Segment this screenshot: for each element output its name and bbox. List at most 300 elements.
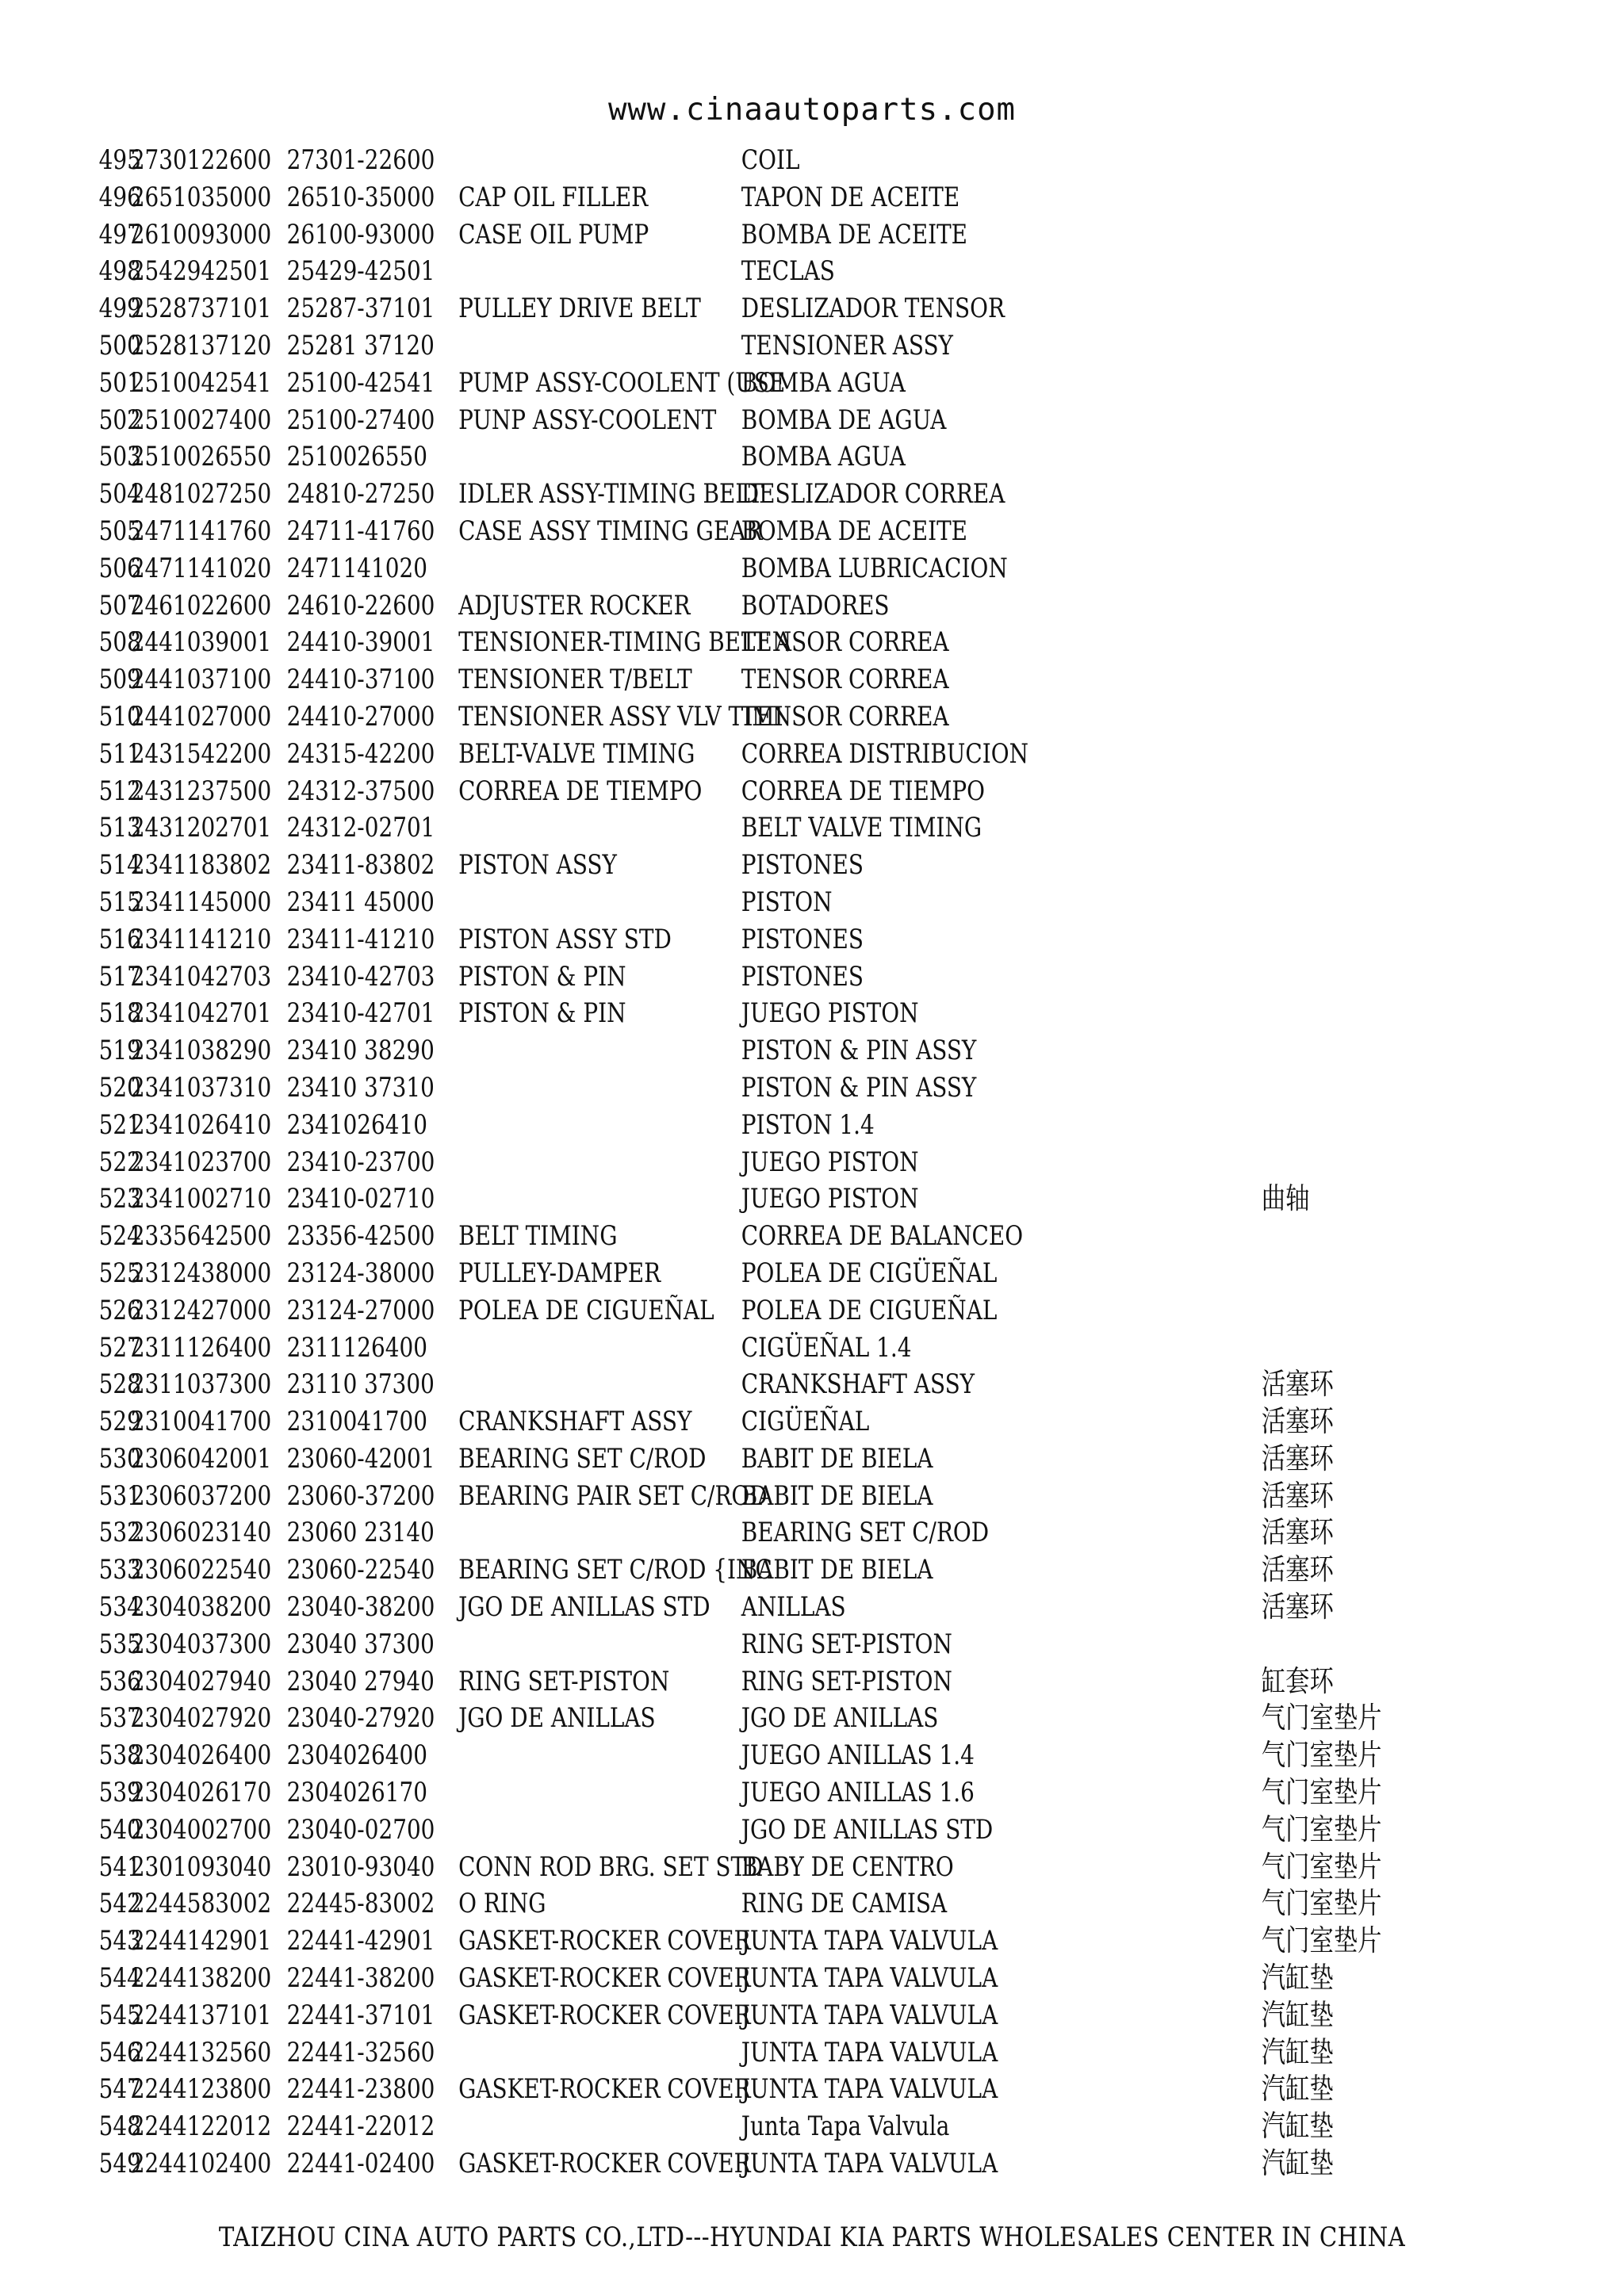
english-description: PULLEY DRIVE BELT (458, 293, 701, 325)
table-row (0, 661, 1331, 698)
spanish-description: BELT VALVE TIMING (741, 812, 982, 844)
english-description: GASKET-ROCKER COVER (458, 1962, 751, 1995)
oem-number: 2304026400 (286, 1739, 428, 1772)
oem-number: 24410-37100 (286, 664, 435, 696)
item-number: 500 (98, 329, 141, 362)
spanish-description: BOMBA AGUA (741, 441, 906, 473)
table-row (0, 1626, 1331, 1663)
part-code: 2341145000 (130, 886, 272, 918)
chinese-description: 汽缸垫 (1261, 2146, 1334, 2181)
oem-number: 23410-02710 (286, 1183, 435, 1215)
english-description: TENSIONER ASSY VLV TIMI (458, 700, 783, 733)
spanish-description: CORREA DE BALANCEO (741, 1220, 1024, 1253)
chinese-description: 汽缸垫 (1261, 2072, 1334, 2107)
chinese-description: 活塞环 (1261, 1404, 1334, 1439)
part-code: 2510027400 (130, 404, 272, 436)
table-row (0, 290, 1331, 327)
spanish-description: CORREA DE TIEMPO (741, 775, 986, 807)
spanish-description: CIGÜEÑAL (741, 1406, 870, 1438)
table-row (0, 884, 1331, 921)
item-number: 495 (98, 144, 141, 176)
table-row (0, 550, 1331, 587)
spanish-description: BEARING SET C/ROD (741, 1517, 990, 1549)
part-code: 2244123800 (130, 2073, 272, 2106)
part-code: 2306042001 (130, 1442, 272, 1475)
spanish-description: COIL (741, 144, 800, 176)
table-row (0, 1997, 1334, 2034)
item-number: 513 (98, 812, 141, 844)
oem-number: 24312-02701 (286, 812, 435, 844)
item-number: 512 (98, 775, 141, 807)
item-number: 543 (98, 1925, 141, 1957)
table-row (0, 179, 1331, 216)
spanish-description: BOMBA DE AGUA (741, 404, 947, 436)
oem-number: 23040-38200 (286, 1591, 435, 1624)
oem-number: 25281 37120 (286, 329, 435, 362)
spanish-description: PISTONES (741, 923, 864, 955)
chinese-description: 气门室垫片 (1261, 1886, 1382, 1921)
item-number: 508 (98, 626, 141, 659)
item-number: 541 (98, 1850, 141, 1883)
oem-number: 23124-27000 (286, 1294, 435, 1326)
table-row (0, 1885, 1382, 1923)
part-code: 2244137101 (130, 1999, 272, 2031)
parts-list (0, 142, 1624, 2183)
english-description: CONN ROD BRG. SET STD (458, 1850, 764, 1883)
english-description: TENSIONER-TIMING BELT A (458, 626, 791, 659)
part-code: 2341002710 (130, 1183, 272, 1215)
spanish-description: BABIT DE BIELA (741, 1442, 933, 1475)
chinese-description: 气门室垫片 (1261, 1701, 1382, 1735)
english-description: ADJUSTER ROCKER (458, 589, 691, 622)
part-code: 2304002700 (130, 1813, 272, 1846)
part-code: 2471141760 (130, 515, 272, 547)
table-row (0, 847, 1331, 884)
oem-number: 23060 23140 (286, 1517, 435, 1549)
part-code: 2510026550 (130, 441, 272, 473)
oem-number: 23411-41210 (286, 923, 435, 955)
english-description: PULLEY-DAMPER (458, 1257, 661, 1289)
part-code: 2304037300 (130, 1628, 272, 1660)
part-code: 2441037100 (130, 664, 272, 696)
oem-number: 23060-22540 (286, 1554, 435, 1586)
part-code: 2244583002 (130, 1888, 272, 1920)
item-number: 534 (98, 1591, 141, 1624)
part-code: 2312427000 (130, 1294, 272, 1326)
chinese-description: 缸套环 (1261, 1663, 1334, 1698)
table-row (0, 327, 1331, 365)
item-number: 532 (98, 1517, 141, 1549)
table-row (0, 142, 1331, 179)
item-number: 528 (98, 1368, 141, 1401)
part-code: 2244138200 (130, 1962, 272, 1995)
oem-number: 25429-42501 (286, 255, 435, 288)
spanish-description: BOTADORES (741, 589, 890, 622)
table-row (0, 476, 1331, 513)
chinese-description: 活塞环 (1261, 1367, 1334, 1402)
english-description: PUMP ASSY-COOLENT (USE (458, 366, 786, 399)
part-code: 2311126400 (130, 1331, 272, 1364)
part-code: 2441027000 (130, 700, 272, 733)
item-number: 505 (98, 515, 141, 547)
english-description: BEARING SET C/ROD (458, 1442, 707, 1475)
table-row (0, 402, 1331, 439)
english-description: GASKET-ROCKER COVER (458, 2148, 751, 2180)
item-number: 524 (98, 1220, 141, 1253)
table-row (0, 587, 1331, 625)
english-description: PISTON ASSY STD (458, 923, 672, 955)
spanish-description: RING DE CAMISA (741, 1888, 948, 1920)
english-description: GASKET-ROCKER COVER (458, 1999, 751, 2031)
item-number: 501 (98, 366, 141, 399)
table-row (0, 1070, 1331, 1107)
item-number: 503 (98, 441, 141, 473)
table-row (0, 773, 1331, 810)
oem-number: 25100-27400 (286, 404, 435, 436)
item-number: 546 (98, 2036, 141, 2068)
item-number: 509 (98, 664, 141, 696)
oem-number: 22441-38200 (286, 1962, 435, 1995)
spanish-description: CRANKSHAFT ASSY (741, 1368, 975, 1401)
english-description: PUNP ASSY-COOLENT (458, 404, 717, 436)
part-code: 2341037310 (130, 1071, 272, 1104)
table-row (0, 736, 1331, 773)
item-number: 511 (98, 737, 141, 770)
item-number: 517 (98, 960, 141, 993)
item-number: 516 (98, 923, 141, 955)
table-row (0, 2034, 1334, 2072)
part-code: 2244142901 (130, 1925, 272, 1957)
spanish-description: TECLAS (741, 255, 835, 288)
chinese-description: 气门室垫片 (1261, 1738, 1382, 1773)
item-number: 548 (98, 2110, 141, 2143)
part-code: 2335642500 (130, 1220, 272, 1253)
english-description: CASE ASSY TIMING GEAR (458, 515, 763, 547)
item-number: 514 (98, 849, 141, 882)
oem-number: 2310041700 (286, 1406, 428, 1438)
spanish-description: PISTON 1.4 (741, 1108, 875, 1141)
part-code: 2304038200 (130, 1591, 272, 1624)
oem-number: 23410-42701 (286, 997, 435, 1030)
table-row (0, 253, 1331, 290)
table-row (0, 2108, 1334, 2145)
part-code: 2304027920 (130, 1702, 272, 1735)
item-number: 540 (98, 1813, 141, 1846)
item-number: 536 (98, 1665, 141, 1697)
spanish-description: BOMBA LUBRICACION (741, 552, 1008, 584)
chinese-description: 气门室垫片 (1261, 1812, 1382, 1846)
item-number: 547 (98, 2073, 141, 2106)
item-number: 537 (98, 1702, 141, 1735)
item-number: 504 (98, 478, 141, 511)
table-row (0, 1552, 1334, 1589)
item-number: 549 (98, 2148, 141, 2180)
table-row (0, 698, 1331, 736)
spanish-description: JUEGO PISTON (741, 1146, 919, 1178)
spanish-description: PISTONES (741, 960, 864, 993)
oem-number: 23040 37300 (286, 1628, 435, 1660)
chinese-description: 活塞环 (1261, 1478, 1334, 1513)
oem-number: 23410-23700 (286, 1146, 435, 1178)
oem-number: 23410 37310 (286, 1071, 435, 1104)
part-code: 2306037200 (130, 1479, 272, 1512)
spanish-description: PISTONES (741, 849, 864, 882)
spanish-description: TENSOR CORREA (741, 700, 949, 733)
part-code: 2341042703 (130, 960, 272, 993)
oem-number: 23060-42001 (286, 1442, 435, 1475)
table-row (0, 1774, 1382, 1812)
oem-number: 2304026170 (286, 1777, 428, 1809)
english-description: JGO DE ANILLAS STD (458, 1591, 710, 1624)
oem-number: 23411 45000 (286, 886, 435, 918)
table-row (0, 1737, 1382, 1774)
website-header: www.cinaautoparts.com (607, 92, 1017, 128)
oem-number: 2471141020 (286, 552, 428, 584)
part-code: 2341023700 (130, 1146, 272, 1178)
spanish-description: JUNTA TAPA VALVULA (741, 1925, 998, 1957)
spanish-description: CORREA DISTRIBUCION (741, 737, 1028, 770)
part-code: 2441039001 (130, 626, 272, 659)
chinese-description: 曲轴 (1261, 1181, 1310, 1216)
item-number: 523 (98, 1183, 141, 1215)
spanish-description: PISTON & PIN ASSY (741, 1071, 977, 1104)
part-code: 2341038290 (130, 1035, 272, 1067)
oem-number: 24315-42200 (286, 737, 435, 770)
oem-number: 24610-22600 (286, 589, 435, 622)
spanish-description: POLEA DE CIGUEÑAL (741, 1294, 998, 1326)
spanish-description: TENSOR CORREA (741, 626, 949, 659)
table-row (0, 921, 1331, 959)
part-code: 2306022540 (130, 1554, 272, 1586)
english-description: PISTON & PIN (458, 997, 626, 1030)
spanish-description: BOMBA DE ACEITE (741, 218, 968, 251)
table-row (0, 513, 1331, 550)
spanish-description: JGO DE ANILLAS STD (741, 1813, 994, 1846)
part-code: 2244122012 (130, 2110, 272, 2143)
spanish-description: JUNTA TAPA VALVULA (741, 1962, 998, 1995)
english-description: TENSIONER T/BELT (458, 664, 692, 696)
table-row (0, 2145, 1334, 2183)
part-code: 2341026410 (130, 1108, 272, 1141)
spanish-description: JUEGO PISTON (741, 1183, 919, 1215)
part-code: 2310041700 (130, 1406, 272, 1438)
english-description: PISTON ASSY (458, 849, 617, 882)
part-code: 2301093040 (130, 1850, 272, 1883)
part-code: 2431542200 (130, 737, 272, 770)
table-row (0, 1589, 1334, 1626)
part-code: 2481027250 (130, 478, 272, 511)
table-row (0, 1514, 1334, 1552)
item-number: 544 (98, 1962, 141, 1995)
english-description: O RING (458, 1888, 546, 1920)
spanish-description: RING SET-PISTON (741, 1665, 952, 1697)
oem-number: 23410 38290 (286, 1035, 435, 1067)
spanish-description: BABIT DE BIELA (741, 1479, 933, 1512)
item-number: 507 (98, 589, 141, 622)
part-code: 2304026400 (130, 1739, 272, 1772)
spanish-description: JUEGO PISTON (741, 997, 919, 1030)
table-row (0, 1032, 1331, 1070)
chinese-description: 气门室垫片 (1261, 1849, 1382, 1884)
item-number: 496 (98, 181, 141, 213)
part-code: 2471141020 (130, 552, 272, 584)
oem-number: 2311126400 (286, 1331, 428, 1364)
item-number: 499 (98, 293, 141, 325)
chinese-description: 气门室垫片 (1261, 1923, 1382, 1958)
oem-number: 26510-35000 (286, 181, 435, 213)
spanish-description: JUNTA TAPA VALVULA (741, 2036, 998, 2068)
oem-number: 22441-32560 (286, 2036, 435, 2068)
oem-number: 23356-42500 (286, 1220, 435, 1253)
item-number: 502 (98, 404, 141, 436)
oem-number: 2341026410 (286, 1108, 428, 1141)
item-number: 522 (98, 1146, 141, 1178)
table-row (0, 1960, 1334, 1997)
table-row (0, 1663, 1334, 1701)
part-code: 2312438000 (130, 1257, 272, 1289)
oem-number: 24410-39001 (286, 626, 435, 659)
item-number: 518 (98, 997, 141, 1030)
part-code: 2510042541 (130, 366, 272, 399)
item-number: 539 (98, 1777, 141, 1809)
chinese-description: 活塞环 (1261, 1590, 1334, 1624)
item-number: 521 (98, 1108, 141, 1141)
part-code: 2304027940 (130, 1665, 272, 1697)
item-number: 525 (98, 1257, 141, 1289)
english-description: JGO DE ANILLAS (458, 1702, 656, 1735)
table-row (0, 1255, 1331, 1292)
table-row (0, 1181, 1331, 1218)
spanish-description: TENSOR CORREA (741, 664, 949, 696)
oem-number: 25100-42541 (286, 366, 435, 399)
item-number: 530 (98, 1442, 141, 1475)
table-row (0, 959, 1331, 996)
english-description: POLEA DE CIGUEÑAL (458, 1294, 714, 1326)
english-description: BELT TIMING (458, 1220, 618, 1253)
oem-number: 23410-42703 (286, 960, 435, 993)
chinese-description: 活塞环 (1261, 1552, 1334, 1587)
item-number: 527 (98, 1331, 141, 1364)
english-description: GASKET-ROCKER COVER (458, 2073, 751, 2106)
table-row (0, 1700, 1382, 1737)
part-code: 2341183802 (130, 849, 272, 882)
spanish-description: TAPON DE ACEITE (741, 181, 960, 213)
english-description: PISTON & PIN (458, 960, 626, 993)
part-code: 2431202701 (130, 812, 272, 844)
oem-number: 23411-83802 (286, 849, 435, 882)
chinese-description: 活塞环 (1261, 1515, 1334, 1550)
oem-number: 23010-93040 (286, 1850, 435, 1883)
part-code: 2244132560 (130, 2036, 272, 2068)
part-code: 2311037300 (130, 1368, 272, 1401)
item-number: 535 (98, 1628, 141, 1660)
english-description: IDLER ASSY-TIMING BELT (458, 478, 764, 511)
english-description: CORREA DE TIEMPO (458, 775, 703, 807)
english-description: CASE OIL PUMP (458, 218, 649, 251)
oem-number: 22441-42901 (286, 1925, 435, 1957)
item-number: 515 (98, 886, 141, 918)
item-number: 533 (98, 1554, 141, 1586)
oem-number: 23110 37300 (286, 1368, 435, 1401)
chinese-description: 汽缸垫 (1261, 1961, 1334, 1996)
english-description: RING SET-PISTON (458, 1665, 670, 1697)
spanish-description: JUNTA TAPA VALVULA (741, 2148, 998, 2180)
part-code: 2528737101 (130, 293, 272, 325)
part-code: 2341042701 (130, 997, 272, 1030)
spanish-description: JUEGO ANILLAS 1.6 (741, 1777, 975, 1809)
spanish-description: TENSIONER ASSY (741, 329, 953, 362)
spanish-description: RING SET-PISTON (741, 1628, 952, 1660)
spanish-description: JUEGO ANILLAS 1.4 (741, 1739, 975, 1772)
part-code: 2528137120 (130, 329, 272, 362)
table-row (0, 438, 1331, 476)
english-description: CAP OIL FILLER (458, 181, 649, 213)
oem-number: 23124-38000 (286, 1257, 435, 1289)
oem-number: 24312-37500 (286, 775, 435, 807)
table-row (0, 1849, 1382, 1886)
table-row (0, 1107, 1331, 1144)
part-code: 2341141210 (130, 923, 272, 955)
item-number: 510 (98, 700, 141, 733)
item-number: 529 (98, 1406, 141, 1438)
spanish-description: BOMBA AGUA (741, 366, 906, 399)
english-description: BEARING PAIR SET C/ROD (458, 1479, 768, 1512)
part-code: 2244102400 (130, 2148, 272, 2180)
item-number: 531 (98, 1479, 141, 1512)
part-code: 2542942501 (130, 255, 272, 288)
oem-number: 27301-22600 (286, 144, 435, 176)
part-code: 2461022600 (130, 589, 272, 622)
spanish-description: PISTON & PIN ASSY (741, 1035, 977, 1067)
table-row (0, 1923, 1382, 1960)
item-number: 497 (98, 218, 141, 251)
spanish-description: Junta Tapa Valvula (741, 2110, 950, 2143)
table-row (0, 1144, 1331, 1181)
item-number: 519 (98, 1035, 141, 1067)
item-number: 538 (98, 1739, 141, 1772)
spanish-description: CIGÜEÑAL 1.4 (741, 1331, 912, 1364)
item-number: 520 (98, 1071, 141, 1104)
english-description: CRANKSHAFT ASSY (458, 1406, 692, 1438)
oem-number: 22441-23800 (286, 2073, 435, 2106)
table-row (0, 1292, 1331, 1330)
oem-number: 23040-27920 (286, 1702, 435, 1735)
table-row (0, 995, 1331, 1032)
item-number: 506 (98, 552, 141, 584)
chinese-description: 汽缸垫 (1261, 1997, 1334, 2032)
chinese-description: 汽缸垫 (1261, 2034, 1334, 2069)
oem-number: 2510026550 (286, 441, 428, 473)
item-number: 526 (98, 1294, 141, 1326)
oem-number: 22441-02400 (286, 2148, 435, 2180)
part-code: 2651035000 (130, 181, 272, 213)
spanish-description: DESLIZADOR TENSOR (741, 293, 1005, 325)
table-row (0, 624, 1331, 661)
oem-number: 22441-22012 (286, 2110, 435, 2143)
part-code: 2610093000 (130, 218, 272, 251)
spanish-description: JUNTA TAPA VALVULA (741, 1999, 998, 2031)
table-row (0, 365, 1331, 402)
spanish-description: POLEA DE CIGÜEÑAL (741, 1257, 998, 1289)
spanish-description: JGO DE ANILLAS (741, 1702, 939, 1735)
chinese-description: 气门室垫片 (1261, 1775, 1382, 1810)
spanish-description: BOMBA DE ACEITE (741, 515, 968, 547)
table-row (0, 1330, 1331, 1367)
table-row (0, 1441, 1334, 1478)
oem-number: 22445-83002 (286, 1888, 435, 1920)
oem-number: 24410-27000 (286, 700, 435, 733)
item-number: 498 (98, 255, 141, 288)
